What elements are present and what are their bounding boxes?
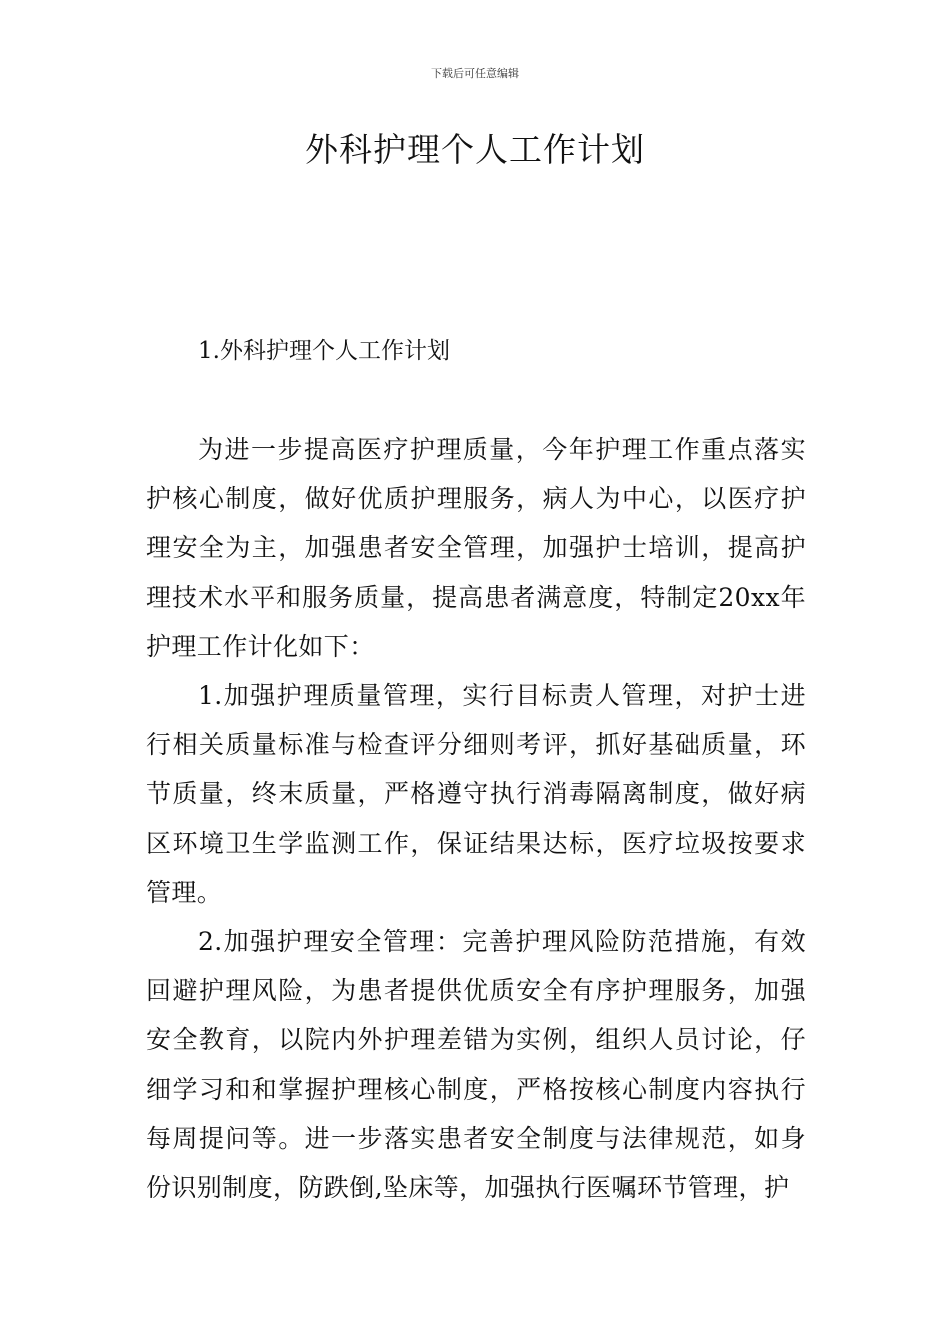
paragraph-item-2: 2.加强护理安全管理：完善护理风险防范措施，有效回避护理风险，为患者提供优质安全有序护理服务，加强安全教育，以院内外护理差错为实例，组织人员讨论，仔细学习和和掌握护理核心制度，严格按核心制度内容执行每周提问等。进一步落实患者安全制度与法律规范，如身份识别制度，防跌倒,坠床等，加强执行医嘱环节管理，护 <box>146 927 806 1203</box>
paragraph-item-1: 1.加强护理质量管理，实行目标责人管理，对护士进行相关质量标准与检查评分细则考评，抓好基础质量，环节质量，终末质量，严格遵守执行消毒隔离制度，做好病区环境卫生学监测工作，保证结果达标，医疗垃圾按要求管理。 <box>146 681 806 907</box>
document-body <box>146 425 806 1212</box>
header-note: 下载后可任意编辑 <box>431 67 519 80</box>
paragraph-intro: 为进一步提高医疗护理质量，今年护理工作重点落实护核心制度，做好优质护理服务，病人为中心，以医疗护理安全为主，加强患者安全管理，加强护士培训，提高护理技术水平和服务质量，提高患者满意度，特制定20xx年护理工作计化如下： <box>146 435 806 661</box>
document-title: 外科护理个人工作计划 <box>305 130 645 169</box>
section-heading: 1.外科护理个人工作计划 <box>198 338 450 364</box>
